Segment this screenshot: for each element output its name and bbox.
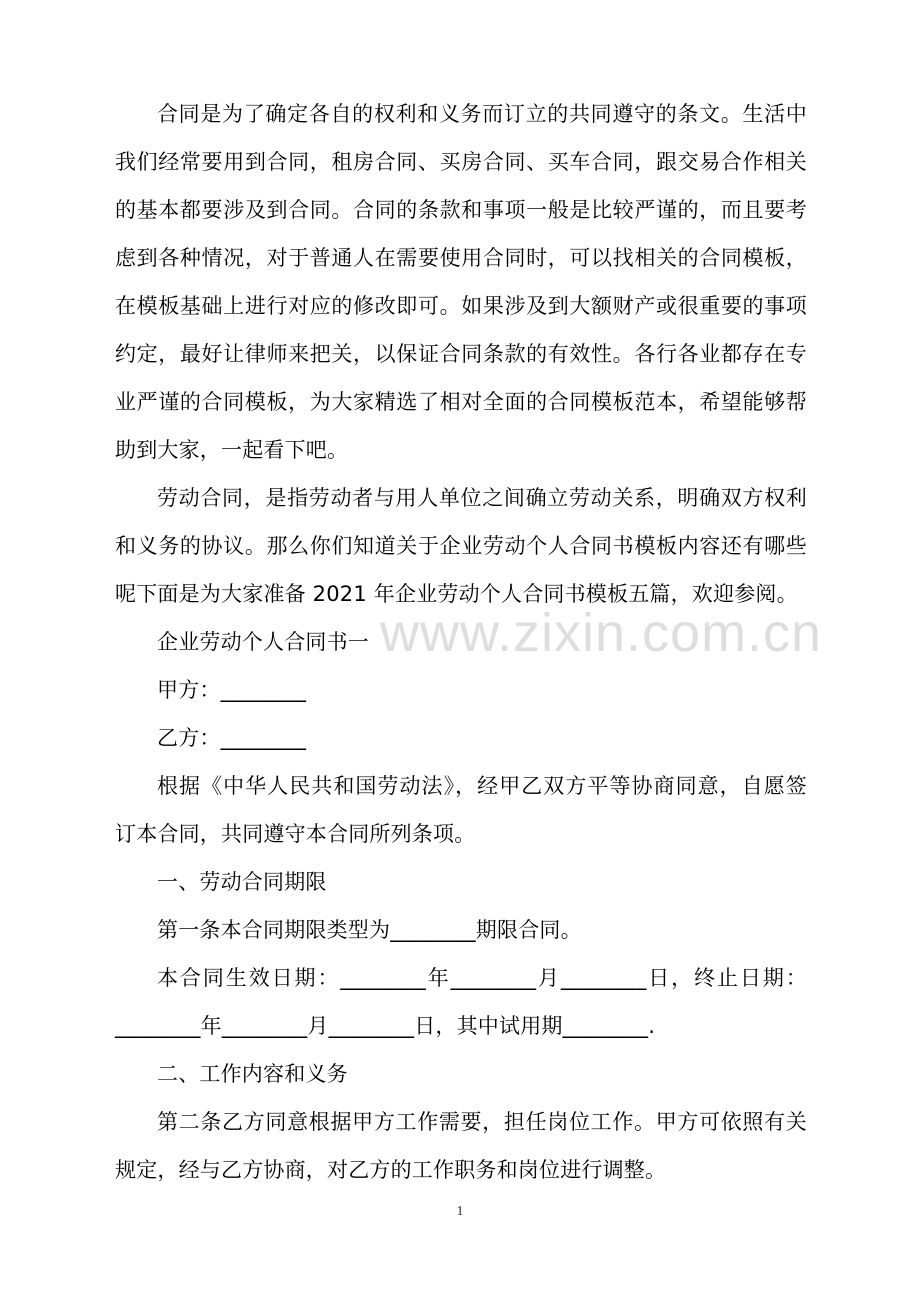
text-line: 劳动合同，是指劳动者与用人单位之间确立劳动关系，明确双方权利 bbox=[157, 486, 807, 510]
article-1 bbox=[115, 906, 807, 954]
intro-paragraph bbox=[115, 90, 807, 474]
text-line: 业严谨的合同模板，为大家精选了相对全面的合同模板范本，希望能够帮 bbox=[115, 390, 807, 414]
page-number: 1 bbox=[456, 1204, 464, 1219]
text-line: 助到大家，一起看下吧。 bbox=[115, 438, 349, 462]
article-2 bbox=[115, 1098, 807, 1194]
party-b-field bbox=[115, 714, 807, 762]
text-line: 合同是为了确定各自的权利和义务而订立的共同遵守的条文。生活中 bbox=[157, 102, 807, 126]
text-line: 甲方：________ bbox=[157, 678, 307, 702]
text-line: 我们经常要用到合同，租房合同、买房合同、买车合同，跟交易合作相关 bbox=[115, 150, 807, 174]
text-line: 在模板基础上进行对应的修改即可。如果涉及到大额财产或很重要的事项 bbox=[115, 294, 807, 318]
text-line: 本合同生效日期：________年________月________日，终止日期： bbox=[157, 966, 807, 990]
text-line: 企业劳动个人合同书一 bbox=[157, 630, 369, 654]
text-line: 第二条乙方同意根据甲方工作需要，担任岗位工作。甲方可依照有关 bbox=[157, 1110, 807, 1134]
text-line: 订本合同，共同遵守本合同所列条项。 bbox=[115, 822, 476, 846]
text-line: 规定，经与乙方协商，对乙方的工作职务和岗位进行调整。 bbox=[115, 1158, 667, 1182]
text-line: 呢下面是为大家准备 2021 年企业劳动个人合同书模板五篇，欢迎参阅。 bbox=[115, 582, 798, 606]
text-line: 的基本都要涉及到合同。合同的条款和事项一般是比较严谨的，而且要考 bbox=[115, 198, 807, 222]
legal-basis-paragraph bbox=[115, 762, 807, 858]
text-line: 一、劳动合同期限 bbox=[157, 870, 327, 894]
text-line: 二、工作内容和义务 bbox=[157, 1062, 348, 1086]
text-line: 虑到各种情况，对于普通人在需要使用合同时，可以找相关的合同模板， bbox=[115, 246, 807, 270]
section-heading-duties bbox=[115, 1050, 807, 1098]
text-line: 根据《中华人民共和国劳动法》，经甲乙双方平等协商同意，自愿签 bbox=[157, 774, 807, 798]
text-line: 第一条本合同期限类型为________期限合同。 bbox=[157, 918, 582, 942]
text-line: 乙方：________ bbox=[157, 726, 307, 750]
section-heading-term bbox=[115, 858, 807, 906]
party-a-field bbox=[115, 666, 807, 714]
watermark: www.zixin.com.cn bbox=[380, 603, 823, 663]
effective-date-paragraph bbox=[115, 954, 807, 1050]
text-line: 和义务的协议。那么你们知道关于企业劳动个人合同书模板内容还有哪些 bbox=[115, 534, 807, 558]
text-line: ________年________月________日，其中试用期________. bbox=[115, 1014, 656, 1038]
definition-paragraph bbox=[115, 474, 807, 618]
text-line: 约定，最好让律师来把关，以保证合同条款的有效性。各行各业都存在专 bbox=[115, 342, 807, 366]
